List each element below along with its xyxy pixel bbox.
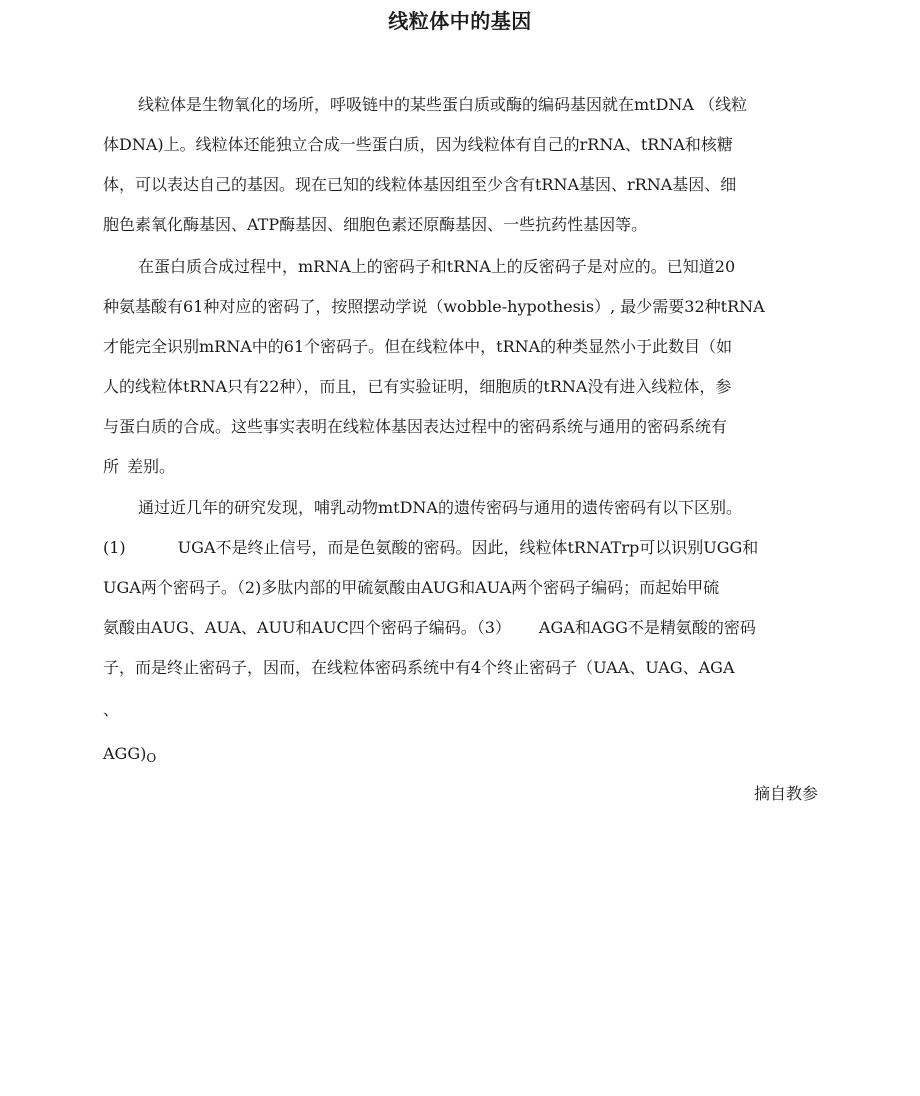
paragraph-1-line-4: 胞色素氧化酶基因、ATP酶基因、细胞色素还原酶基因、一些抗药性基因等。 [103,215,648,234]
paragraph-2-line-1: 在蛋白质合成过程中，mRNA上的密码子和tRNA上的反密码子是对应的。已知道20 [138,257,736,276]
paragraph-2-line-3: 才能完全识别mRNA中的61个密码子。但在线粒体中，tRNA的种类显然小于此数目（如 [103,337,733,356]
paragraph-3-line-7 [103,744,156,768]
paragraph-3-line-6: 、 [103,700,120,719]
source-note: 摘自教参 [753,784,818,803]
paragraph-3-line-7-text: AGG) [103,744,147,763]
paragraph-3-line-1: 通过近几年的研究发现，哺乳动物mtDNA的遗传密码与通用的遗传密码有以下区别。 [138,498,742,517]
paragraph-2-line-2: 种氨基酸有61种对应的密码了，按照摆动学说（wobble-hypothesis）, 最少需要32种tRNA [103,297,765,316]
paragraph-3-line-5: 子，而是终止密码子，因而，在线粒体密码系统中有4个终止密码子（UAA、UAG、AGA [103,658,735,677]
paragraph-2-line-4: 人的线粒体tRNA只有22种），而且，已有实验证明，细胞质的tRNA没有进入线粒体，参 [103,377,732,396]
paragraph-3-line-3: UGA两个密码子。（2)多肽内部的甲硫氨酸由AUG和AUA两个密码子编码；而起始甲硫 [103,578,720,597]
paragraph-2-line-6-start: 所 [103,457,120,476]
page-title: 线粒体中的基因 [388,9,532,33]
paragraph-2-line-5: 与蛋白质的合成。这些事实表明在线粒体基因表达过程中的密码系统与通用的密码系统有 [103,417,728,436]
list-item-1-text: UGA不是终止信号，而是色氨酸的密码。因此，线粒体tRNATrp可以识别UGG和 [177,538,759,557]
paragraph-1-line-2: 体DNA)上。线粒体还能独立合成一些蛋白质，因为线粒体有自己的rRNA、tRNA和核糖 [103,135,733,154]
paragraph-1-line-1: 线粒体是生物氧化的场所，呼吸链中的某些蛋白质或酶的编码基因就在mtDNA （线粒 [138,95,748,114]
paragraph-3-line-7-subscript: O [146,751,157,765]
paragraph-2-line-6 [103,457,175,477]
paragraph-2-line-6-end: 差别。 [127,457,176,476]
paragraph-1-line-3: 体，可以表达自己的基因。现在已知的线粒体基因组至少含有tRNA基因、rRNA基因、细 [103,175,737,194]
paragraph-3-line-4 [103,618,756,638]
paragraph-3-line-4-end: AGA和AGG不是精氨酸的密码 [538,618,756,637]
paragraph-3-line-4-start: 氨酸由AUG、AUA、AUU和AUC四个密码子编码。（3） [103,618,511,637]
paragraph-3-line-2 [103,538,758,558]
list-marker-1: (1) [103,538,126,557]
